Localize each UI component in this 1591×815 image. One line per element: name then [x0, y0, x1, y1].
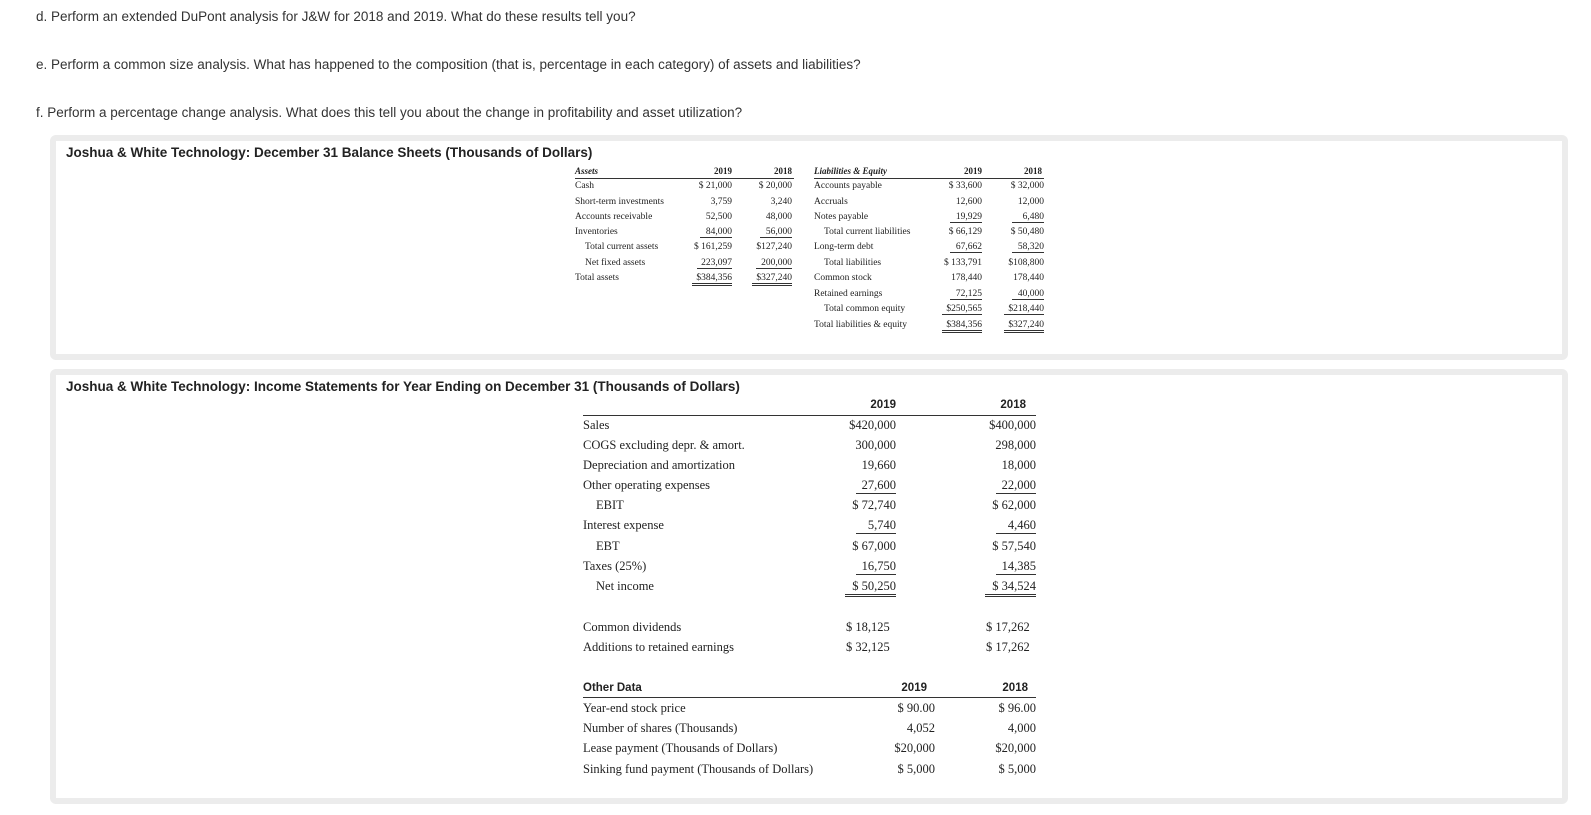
liability-value-2018: 6,480 [1012, 212, 1044, 223]
other-label: Lease payment (Thousands of Dollars) [583, 741, 778, 755]
is-row-label: Sales [583, 418, 610, 432]
liabilities-header: Liabilities & Equity [814, 166, 888, 176]
liability-label: Accruals [814, 197, 848, 207]
other-label: Sinking fund payment (Thousands of Dollars) [583, 762, 814, 776]
is-value-2018: 298,000 [995, 438, 1036, 452]
dividend-label: Additions to retained earnings [583, 640, 735, 654]
liability-label: Accounts payable [814, 181, 882, 191]
asset-value-2018: 3,240 [770, 197, 792, 207]
is-row-label: EBIT [596, 498, 624, 512]
is-year-2018: 2018 [1000, 399, 1026, 411]
asset-value-2018: $127,240 [756, 242, 792, 252]
other-value-2019: 4,052 [906, 721, 935, 735]
other-label: Year-end stock price [583, 701, 686, 715]
question-f: f. Perform a percentage change analysis. What does this tell you about the change in profitability and asset utilization? [36, 105, 743, 120]
dividend-label: Common dividends [583, 620, 682, 634]
is-value-2019: $ 50,250 [845, 579, 896, 597]
assets-year-2019: 2019 [714, 166, 732, 176]
asset-value-2018: $327,240 [752, 273, 792, 286]
liability-value-2019: $384,356 [942, 320, 982, 333]
liability-value-2019: 19,929 [950, 212, 982, 223]
is-value-2019: 300,000 [855, 438, 896, 452]
other-value-2019: $20,000 [894, 741, 935, 755]
other-value-2018: $20,000 [995, 741, 1036, 755]
other-data-header: Other Data [583, 682, 642, 694]
liab-year-2019: 2019 [964, 166, 982, 176]
other-year-2019: 2019 [901, 682, 927, 694]
asset-value-2019: $384,356 [692, 273, 732, 286]
asset-label: Total assets [575, 273, 619, 283]
liability-label: Total liabilities & equity [814, 320, 908, 330]
dividend-value-2019: $ 18,125 [846, 620, 890, 634]
assets-header-rule [575, 178, 794, 179]
asset-value-2018: 56,000 [760, 227, 792, 238]
is-value-2019: 27,600 [856, 478, 896, 494]
is-value-2019: 19,660 [861, 458, 896, 472]
is-value-2019: $420,000 [849, 418, 896, 432]
is-row-label: Depreciation and amortization [583, 458, 736, 472]
income-statement-panel [50, 369, 1568, 804]
asset-value-2019: 52,500 [705, 212, 732, 222]
is-year-2019: 2019 [870, 399, 896, 411]
other-value-2018: $ 96.00 [998, 701, 1036, 715]
other-label: Number of shares (Thousands) [583, 721, 738, 735]
other-value-2018: $ 5,000 [998, 762, 1036, 776]
other-year-2018: 2018 [1002, 682, 1028, 694]
dividend-value-2018: $ 17,262 [986, 640, 1030, 654]
liability-value-2019: 12,600 [955, 197, 982, 207]
is-header-rule [583, 415, 1036, 416]
is-row-label: Interest expense [583, 518, 664, 532]
is-value-2019: 16,750 [856, 559, 896, 575]
other-value-2018: 4,000 [1007, 721, 1036, 735]
liability-value-2018: 58,320 [1012, 242, 1044, 253]
asset-label: Short-term investments [575, 197, 664, 207]
liability-value-2018: 12,000 [1017, 197, 1044, 207]
liability-value-2019: $ 133,791 [944, 258, 982, 268]
income-statement-title: Joshua & White Technology: Income Statements for Year Ending on December 31 (Thousands of Dollars) [66, 379, 740, 394]
other-value-2019: $ 90.00 [897, 701, 935, 715]
asset-value-2019: 223,097 [697, 258, 732, 269]
is-value-2018: 22,000 [996, 478, 1036, 494]
asset-label: Inventories [575, 227, 618, 237]
liab-year-2018: 2018 [1024, 166, 1042, 176]
liability-value-2019: 72,125 [950, 289, 982, 300]
liability-value-2018: $327,240 [1004, 320, 1044, 333]
liability-label: Retained earnings [814, 289, 883, 299]
asset-value-2019: 84,000 [700, 227, 732, 238]
liability-value-2018: 178,440 [1013, 273, 1044, 283]
asset-value-2019: $ 21,000 [698, 181, 732, 191]
asset-value-2019: $ 161,259 [694, 242, 732, 252]
liability-value-2018: $ 32,000 [1010, 181, 1044, 191]
liability-label: Notes payable [814, 212, 869, 222]
liability-value-2019: $ 66,129 [948, 227, 982, 237]
is-value-2018: 4,460 [996, 518, 1036, 534]
is-row-label: COGS excluding depr. & amort. [583, 438, 745, 452]
liability-value-2019: $ 33,600 [948, 181, 982, 191]
balance-sheet-title: Joshua & White Technology: December 31 Balance Sheets (Thousands of Dollars) [66, 145, 593, 160]
asset-label: Net fixed assets [585, 258, 646, 268]
question-d: d. Perform an extended DuPont analysis for J&W for 2018 and 2019. What do these results tell you? [36, 9, 636, 24]
is-value-2018: $400,000 [989, 418, 1036, 432]
liability-value-2019: 178,440 [951, 273, 982, 283]
liability-label: Long-term debt [814, 242, 874, 252]
assets-header: Assets [575, 166, 599, 176]
liability-label: Common stock [814, 273, 872, 283]
liability-value-2018: $ 50,480 [1010, 227, 1044, 237]
asset-label: Accounts receivable [575, 212, 653, 222]
is-value-2019: $ 67,000 [852, 539, 896, 553]
is-row-label: Taxes (25%) [583, 559, 647, 573]
liability-label: Total liabilities [824, 258, 882, 268]
asset-value-2019: 3,759 [710, 197, 732, 207]
is-value-2018: $ 62,000 [992, 498, 1036, 512]
liab-header-rule [814, 178, 1044, 179]
liability-value-2019: 67,662 [950, 242, 982, 253]
is-value-2018: 14,385 [996, 559, 1036, 575]
is-value-2019: $ 72,740 [852, 498, 896, 512]
liability-label: Total current liabilities [824, 227, 911, 237]
is-value-2018: $ 34,524 [985, 579, 1036, 597]
liability-value-2018: 40,000 [1012, 289, 1044, 300]
is-row-label: Other operating expenses [583, 478, 711, 492]
asset-value-2018: 48,000 [765, 212, 792, 222]
liability-value-2019: $250,565 [942, 304, 982, 315]
asset-value-2018: $ 20,000 [758, 181, 792, 191]
is-row-label: EBT [596, 539, 620, 553]
other-value-2019: $ 5,000 [897, 762, 935, 776]
is-value-2019: 5,740 [856, 518, 896, 534]
balance-sheet-panel [50, 135, 1568, 360]
asset-label: Cash [575, 181, 594, 191]
asset-value-2018: 200,000 [756, 258, 792, 269]
asset-label: Total current assets [585, 242, 659, 252]
question-e: e. Perform a common size analysis. What has happened to the composition (that is, percentage in each category) of assets and liabilities? [36, 57, 861, 72]
liability-value-2018: $108,800 [1008, 258, 1044, 268]
dividend-value-2019: $ 32,125 [846, 640, 890, 654]
is-value-2018: 18,000 [1001, 458, 1036, 472]
is-row-label: Net income [596, 579, 654, 593]
dividend-value-2018: $ 17,262 [986, 620, 1030, 634]
liability-label: Total common equity [824, 304, 906, 314]
liability-value-2018: $218,440 [1004, 304, 1044, 315]
is-value-2018: $ 57,540 [992, 539, 1036, 553]
assets-year-2018: 2018 [774, 166, 792, 176]
other-header-rule [583, 697, 1036, 698]
